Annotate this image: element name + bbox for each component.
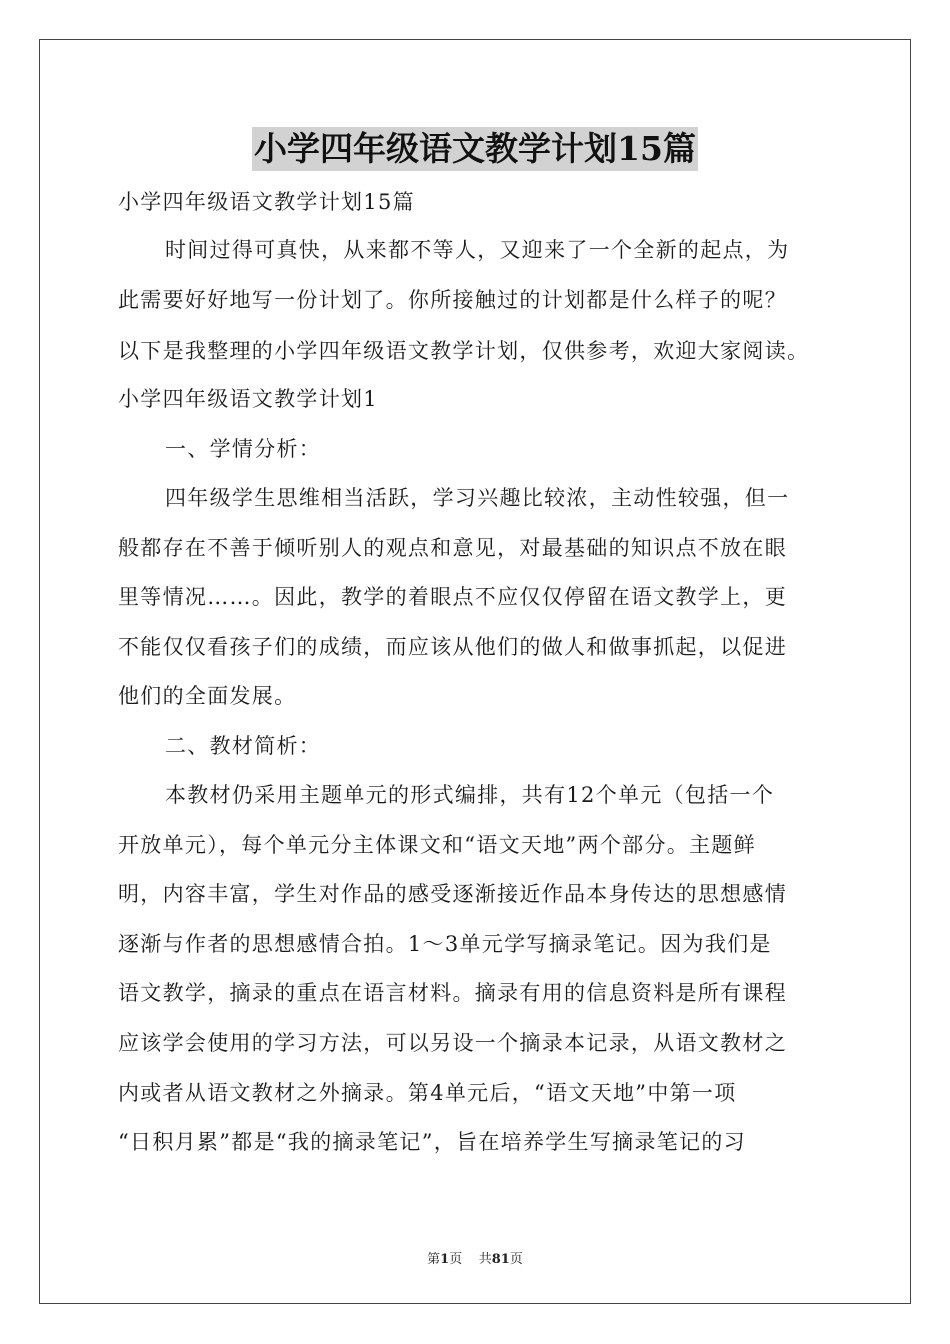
paragraph-line: 般都存在不善于倾听别人的观点和意见，对最基础的知识点不放在眼 — [118, 536, 787, 560]
paragraph-line: “日积月累”都是“我的摘录笔记”，旨在培养学生写摘录笔记的习 — [118, 1130, 746, 1154]
footer-page-prefix: 第 — [427, 1252, 441, 1267]
paragraph-line: 里等情况……。因此，教学的着眼点不应仅仅停留在语文教学上，更 — [118, 585, 787, 609]
footer-total-prefix: 共 — [478, 1252, 492, 1267]
footer-total-suffix: 页 — [509, 1252, 523, 1267]
page-footer — [0, 1248, 950, 1267]
paragraph-line: 开放单元），每个单元分主体课文和“语文天地”两个部分。主题鲜 — [118, 833, 756, 857]
paragraph-line: 明，内容丰富，学生对作品的感受逐渐接近作品本身传达的思想感情 — [118, 882, 787, 906]
page-border — [39, 39, 911, 1304]
paragraph-line: 四年级学生思维相当活跃，学习兴趣比较浓，主动性较强，但一 — [165, 486, 790, 510]
paragraph-line: 以下是我整理的小学四年级语文教学计划，仅供参考，欢迎大家阅读。 — [118, 339, 810, 363]
paragraph-line: 他们的全面发展。 — [118, 684, 297, 708]
subsection-heading: 一、学情分析： — [165, 437, 322, 461]
paragraph-line: 语文教学，摘录的重点在语言材料。摘录有用的信息资料是所有课程 — [118, 981, 787, 1005]
subsection-heading: 二、教材简析： — [165, 734, 322, 758]
subtitle-line: 小学四年级语文教学计划15篇 — [118, 190, 415, 214]
paragraph-line: 逐渐与作者的思想感情合拍。1～3单元学写摘录笔记。因为我们是 — [118, 932, 772, 956]
paragraph-line: 此需要好好地写一份计划了。你所接触过的计划都是什么样子的呢？ — [118, 288, 787, 312]
paragraph-line: 不能仅仅看孩子们的成绩，而应该从他们的做人和做事抓起，以促进 — [118, 635, 787, 659]
title-container — [0, 127, 950, 171]
footer-page-suffix: 页 — [449, 1252, 463, 1267]
footer-page-number: 1 — [440, 1252, 450, 1267]
paragraph-line: 时间过得可真快，从来都不等人，又迎来了一个全新的起点，为 — [165, 238, 790, 262]
paragraph-line: 本教材仍采用主题单元的形式编排，共有12个单元（包括一个 — [165, 783, 775, 807]
section-heading: 小学四年级语文教学计划1 — [118, 387, 378, 411]
footer-total-pages: 81 — [491, 1252, 510, 1267]
document-title: 小学四年级语文教学计划15篇 — [252, 127, 698, 171]
paragraph-line: 内或者从语文教材之外摘录。第4单元后，“语文天地”中第一项 — [118, 1081, 737, 1105]
paragraph-line: 应该学会使用的学习方法，可以另设一个摘录本记录，从语文教材之 — [118, 1031, 787, 1055]
